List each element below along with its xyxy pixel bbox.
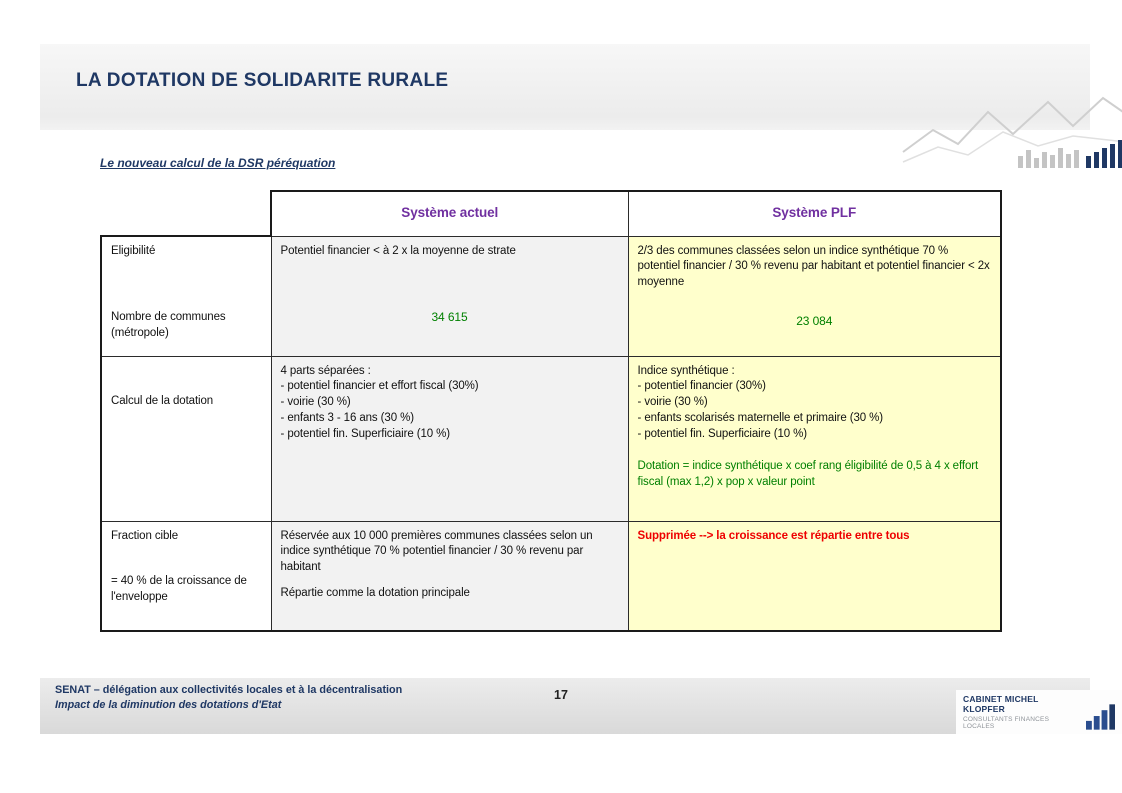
footer-org-line: SENAT – délégation aux collectivités locales et à la décentralisation xyxy=(55,684,403,696)
calcul-plf-line: - potentiel fin. Superficiaire (10 %) xyxy=(637,427,808,440)
page-title: LA DOTATION DE SOLIDARITE RURALE xyxy=(76,70,449,91)
cabinet-logo-name: CABINET MICHEL KLOPFER xyxy=(963,694,1039,714)
row-calcul-dotation xyxy=(101,356,1001,521)
fraction-plf-text: Supprimée --> la croissance est répartie entre tous xyxy=(637,529,910,542)
page-number: 17 xyxy=(554,688,568,702)
calcul-plf-line: - voirie (30 %) xyxy=(637,396,708,409)
section-subtitle: Le nouveau calcul de la DSR péréquation xyxy=(100,156,336,170)
label-calcul-dotation: Calcul de la dotation xyxy=(111,394,214,407)
fraction-actuel-text2: Répartie comme la dotation principale xyxy=(280,587,470,600)
cell-fraction-label xyxy=(101,521,271,631)
calcul-plf-formula: Dotation = indice synthétique x coef rang éligibilité de 0,5 à 4 x effort fiscal (max 1,2) x pop x valeur point xyxy=(637,459,979,488)
calcul-actuel-line: 4 parts séparées : xyxy=(280,364,371,377)
fraction-actuel-text1: Réservée aux 10 000 premières communes classées selon un indice synthétique 70 % potentiel financier / 30 % revenu par habitant xyxy=(280,529,593,574)
cell-calcul-actuel xyxy=(271,356,628,521)
label-nombre-communes-line2: (métropole) xyxy=(111,326,169,339)
table-corner-cell xyxy=(101,191,271,236)
cell-calcul-plf xyxy=(628,356,1001,521)
row-eligibilite xyxy=(101,236,1001,356)
col-header-systeme-plf: Système PLF xyxy=(628,191,1001,236)
footer-doc-line: Impact de la diminution des dotations d'Etat xyxy=(55,699,282,712)
eligibilite-actuel-value: 34 615 xyxy=(431,310,468,325)
cabinet-logo xyxy=(956,690,1122,734)
calcul-plf-line: - enfants scolarisés maternelle et primaire (30 %) xyxy=(637,412,884,425)
cell-eligibilite-label xyxy=(101,236,271,356)
calcul-plf-line: - potentiel financier (30%) xyxy=(637,380,766,393)
dsr-comparison-table xyxy=(100,190,1002,632)
calcul-plf-line: Indice synthétique : xyxy=(637,364,735,377)
table-header-row xyxy=(101,191,1001,236)
footer-attribution xyxy=(55,683,402,713)
eligibilite-actuel-text: Potentiel financier < à 2 x la moyenne de strate xyxy=(280,244,516,257)
eligibilite-plf-value: 23 084 xyxy=(796,314,833,329)
label-nombre-communes-line1: Nombre de communes xyxy=(111,310,226,323)
calcul-actuel-line: - enfants 3 - 16 ans (30 %) xyxy=(280,412,414,425)
cell-calcul-label xyxy=(101,356,271,521)
label-fraction-detail: = 40 % de la croissance de l'enveloppe xyxy=(111,575,247,604)
eligibilite-plf-text: 2/3 des communes classées selon un indice synthétique 70 % potentiel financier / 30 % revenu par habitant et potentiel financier < 2x moyenne xyxy=(637,244,990,289)
calcul-actuel-line: - voirie (30 %) xyxy=(280,396,351,409)
decorative-chart-icon xyxy=(898,92,1122,172)
cell-fraction-actuel xyxy=(271,521,628,631)
label-nombre-communes xyxy=(111,310,262,342)
cabinet-logo-subtitle: CONSULTANTS FINANCES LOCALES xyxy=(963,716,1050,730)
col-header-systeme-actuel: Système actuel xyxy=(271,191,628,236)
label-eligibilite: Eligibilité xyxy=(111,245,156,257)
cell-eligibilite-actuel xyxy=(271,236,628,356)
label-fraction-cible: Fraction cible xyxy=(111,529,178,542)
calcul-actuel-line: - potentiel financier et effort fiscal (30%) xyxy=(280,380,479,393)
cell-fraction-plf xyxy=(628,521,1001,631)
row-fraction-cible xyxy=(101,521,1001,631)
calcul-actuel-line: - potentiel fin. Superficiaire (10 %) xyxy=(280,427,451,440)
cabinet-logo-text xyxy=(963,694,1080,730)
logo-bars-icon xyxy=(1086,704,1115,730)
cell-eligibilite-plf xyxy=(628,236,1001,356)
